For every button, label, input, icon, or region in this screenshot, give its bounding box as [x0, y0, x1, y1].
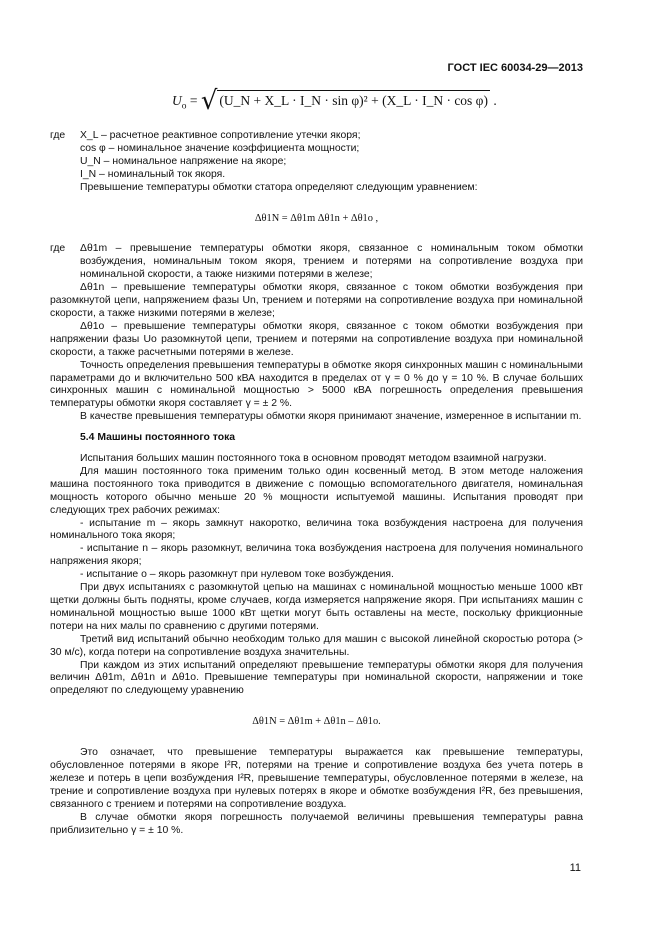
definition-row	[50, 130, 583, 143]
definition-item: X_L – расчетное реактивное сопротивление утечки якоря;	[80, 130, 361, 141]
paragraph: Превышение температуры обмотки статора определяют следующим уравнением:	[80, 181, 478, 193]
definition-item: Δθ1n – превышение температуры обмотки якоря, связанное с током обмотки возбуждения при разомкнутой цепи, напряжением фазы Un, трением и потерями на сопротивление воздуха при номинальной скорости, а также низкими потерями в железе;	[50, 282, 583, 319]
list-item: - испытание o – якорь разомкнут при нулевом токе возбуждения.	[80, 569, 394, 581]
paragraph: При двух испытаниях с разомкнутой цепью на машинах с номинальной мощностью меньше 1000 кВт щетки должны быть подняты, кроме случаев, когда измеряется напряжение якоря. При испытаниях машин с номинальной мощностью выше 1000 кВт щетки могут быть оставлены на месте, поскольку фрикционные потери на них малы по сравнению с другими потерями.	[50, 582, 583, 632]
formula-lhs: U	[172, 93, 182, 108]
formula-end: .	[489, 93, 497, 108]
paragraph: Это означает, что превышение температуры выражается как превышение температуры, обусловленное потерями в якоре I²R, потерями на трение и сопротивление воздуха без учета потерь в железе и потерь в цепи возбуждения I²R, превышение температуры, обусловленное потерями в железе, на трение и сопротивление воздуха при нулевых потерях в якоре и обмотке возбуждения I²R, без превышения, связанного с трением и потерями на сопротивление воздуха.	[50, 747, 583, 810]
section-heading: 5.4 Машины постоянного тока	[80, 432, 236, 444]
formula-lhs-subscript: o	[181, 101, 187, 112]
definition-item: cos φ – номинальное значение коэффициента мощности;	[80, 142, 360, 154]
paragraph: Для машин постоянного тока применим только один косвенный метод. В этом методе наложения машина постоянного тока приводится в движение с помощью вспомогательного двигателя, номинальная мощность которого обычно меньше 20 % мощности испытуемой машины. Испытания проводят при следующих трех рабочих режимах:	[50, 465, 583, 516]
paragraph: Испытания больших машин постоянного тока в основном проводят методом взаимной нагрузки.	[80, 453, 547, 465]
paragraph: При каждом из этих испытаний определяют превышение температуры обмотки якоря для получения величин Δθ1m, Δθ1n и Δθ1o. Превышение температуры при номинальной скорости, напряжении и токе определяют по следующему уравнению	[50, 659, 583, 697]
stator-temperature-formula: Δθ1N = Δθ1m Δθ1n + Δθ1o ,	[254, 212, 379, 224]
document-id-header: ГОСТ IEC 60034-29—2013	[447, 62, 583, 74]
paragraph: Третий вид испытаний обычно необходим только для машин с высокой линейной скоростью ротора (> 30 м/с), когда потери на сопротивление воздуха значительны.	[50, 633, 583, 658]
where-label: где	[50, 130, 66, 141]
paragraph: Точность определения превышения температуры в обмотке якоря синхронных машин с номинальными параметрами до и включительно 500 кВА находится в пределах от γ = 0 % до γ = 10 %. В случае больших синхронных машин с номинальной мощностью > 5000 кВА погрешность определения превышения температуры обмотки якоря составляет γ = ± 2 %.	[50, 359, 583, 410]
page-number: 11	[569, 862, 581, 874]
where-label: где	[50, 243, 66, 255]
definition-item: Δθ1o – превышение температуры обмотки якоря, связанное с током обмотки возбуждения при напряжении фазы Uo разомкнутой цепи, трением и потерями на сопротивление воздуха при номинальной скорости, а также расчетными потерями в железе.	[50, 320, 583, 358]
formula-radicand: (U_N + X_L · I_N · sin φ)² + (X_L · I_N · cos φ)	[217, 90, 490, 108]
dc-temperature-formula: Δθ1N = Δθ1m + Δθ1n – Δθ1o.	[252, 716, 381, 728]
list-item: - испытание m – якорь замкнут накоротко, величина тока возбуждения настроена для получения номинального тока якоря;	[50, 517, 583, 542]
list-item: - испытание n – якорь разомкнут, величина тока возбуждения настроена для получения номинального напряжения якоря;	[50, 543, 583, 568]
paragraph: В качестве превышения температуры обмотки якоря принимают значение, измеренное в испытании m.	[80, 411, 582, 423]
formula-equals: =	[186, 93, 201, 108]
definition-row	[50, 243, 583, 282]
definition-item: Δθ1m – превышение температуры обмотки якоря, связанное с номинальным током обмотки возбуждения, номинальным током якоря, трением и потерями на сопротивление воздуха при номинальной скорости, а также низкими потерями в железе;	[80, 243, 583, 281]
definition-item: I_N – номинальный ток якоря.	[80, 168, 226, 180]
definition-item: U_N – номинальное напряжение на якоре;	[80, 155, 287, 167]
armature-voltage-formula	[172, 86, 497, 116]
main-text	[50, 130, 583, 838]
square-root-symbol: √ (U_N + X_L · I_N · sin φ)² + (X_L · I_N · cos φ)	[200, 86, 488, 116]
paragraph: В случае обмотки якоря погрешность получаемой величины превышения температуры равна приблизительно γ = ± 10 %.	[50, 811, 583, 836]
